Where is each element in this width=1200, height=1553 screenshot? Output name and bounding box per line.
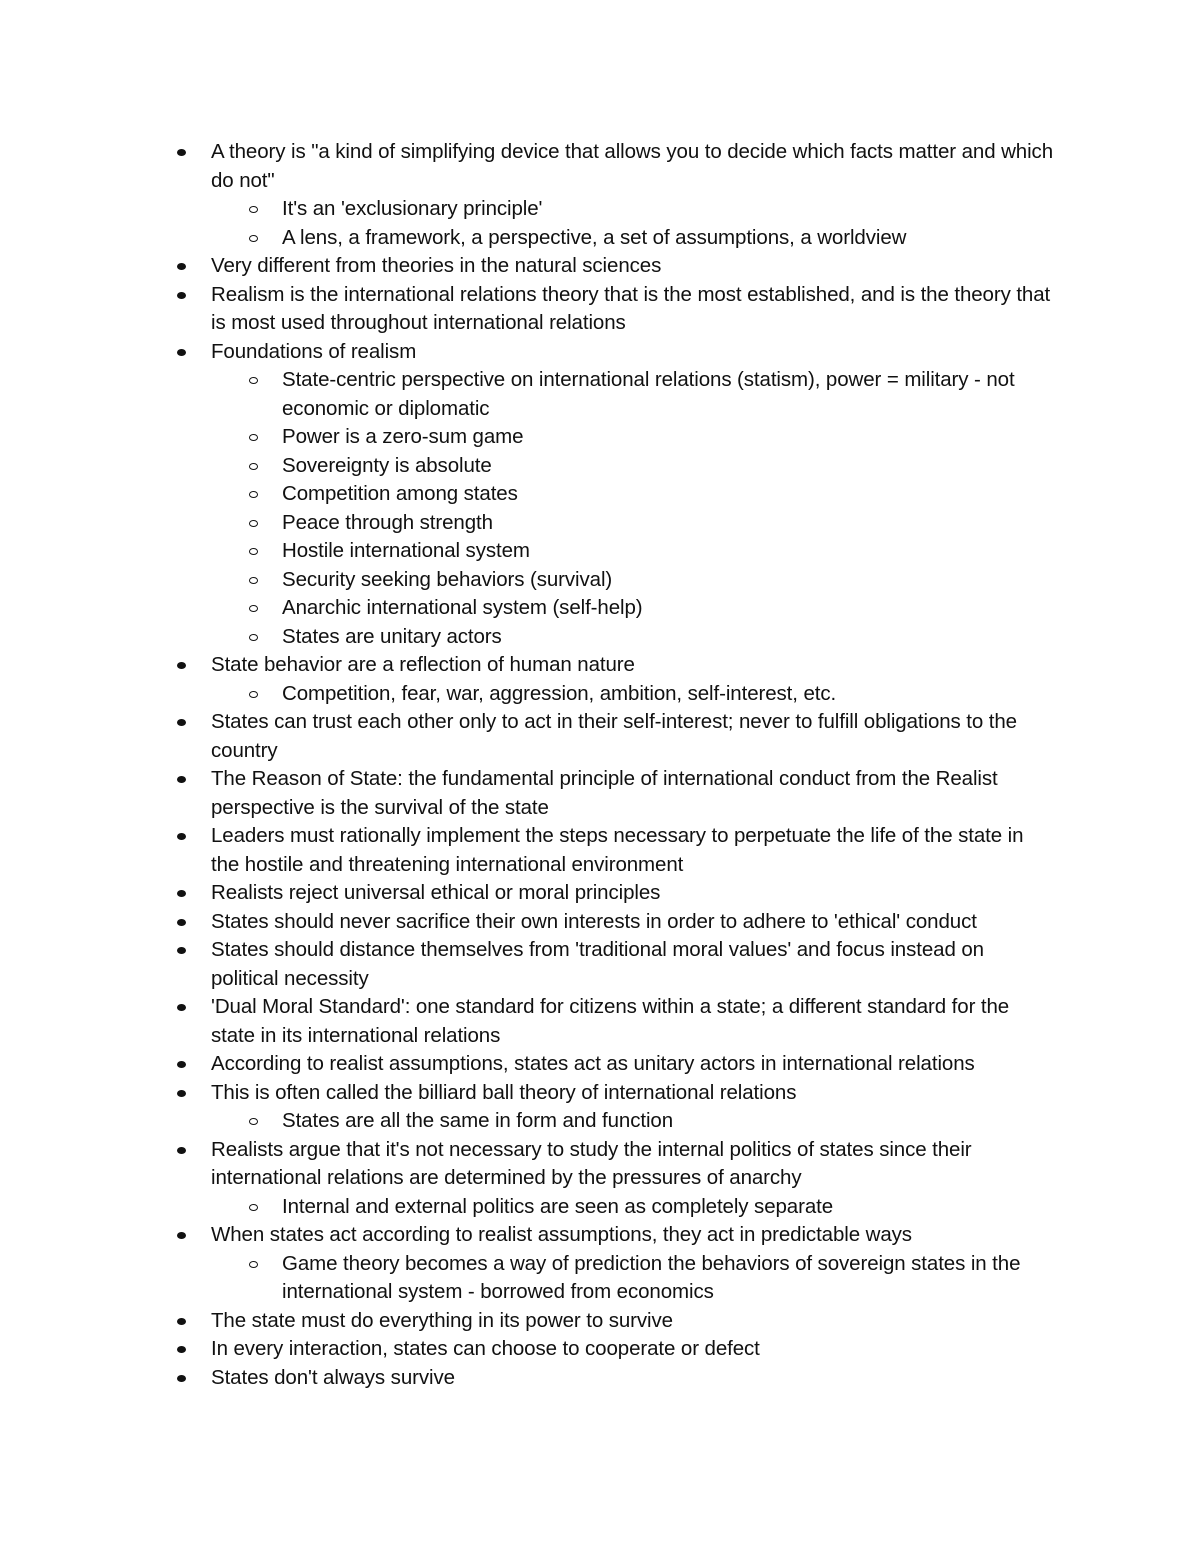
list-item [0,252,1056,281]
list-item-text: State behavior are a reflection of human nature [211,653,635,676]
list-item-text: Anarchic international system (self-help) [282,596,643,619]
filled-bullet-icon [177,890,186,897]
hollow-bullet-icon [249,691,258,698]
hollow-bullet-icon [249,605,258,612]
list-item [0,281,1056,338]
list-item-text: Leaders must rationally implement the steps necessary to perpetuate the life of the state in the hostile and threatening international environment [211,824,1024,876]
list-item [0,822,1056,879]
list-item [0,680,1042,709]
filled-bullet-icon [177,292,186,299]
list-item-text: Sovereignty is absolute [282,453,492,477]
filled-bullet-icon [177,349,186,356]
list-item-text: Realists reject universal ethical or moral principles [211,881,661,904]
filled-bullet-icon [177,1061,186,1068]
filled-bullet-icon [177,1318,186,1325]
list-item-text: The Reason of State: the fundamental principle of international conduct from the Realist perspective is the survival of the state [211,767,998,819]
bullet-list [0,138,1200,1392]
list-item-text: This is often called the billiard ball theory of international relations [211,1080,797,1104]
list-item [0,623,1042,652]
list-item-text: It's an 'exclusionary principle' [282,197,543,220]
list-item [0,1193,1042,1222]
list-item [0,452,1042,481]
list-item-text: States are all the same in form and function [282,1109,674,1132]
list-item-text: States can trust each other only to act in their self-interest; never to fulfill obligations to the country [211,710,1017,762]
list-item [0,879,1056,908]
filled-bullet-icon [177,1090,186,1097]
list-item-text: States don't always survive [211,1365,455,1389]
list-item [0,224,1042,253]
list-item [0,566,1042,595]
list-item [0,1250,1042,1307]
list-item [0,708,1056,765]
list-item [0,1221,1056,1250]
filled-bullet-icon [177,1147,186,1154]
filled-bullet-icon [177,776,186,783]
list-item [0,1079,1056,1108]
list-item-text: When states act according to realist assumptions, they act in predictable ways [211,1223,912,1246]
filled-bullet-icon [177,719,186,726]
list-item-text: The state must do everything in its power to survive [211,1308,673,1332]
filled-bullet-icon [177,263,186,270]
hollow-bullet-icon [249,377,258,384]
filled-bullet-icon [177,1346,186,1353]
list-item-text: Hostile international system [282,539,530,562]
list-item [0,936,1056,993]
list-item [0,480,1042,509]
list-item-text: States should distance themselves from 'traditional moral values' and focus instead on political necessity [211,938,984,990]
list-item [0,509,1042,538]
hollow-bullet-icon [249,548,258,555]
list-item-text: State-centric perspective on international relations (statism), power = military - not economic or diplomatic [282,368,1015,420]
list-item-text: Peace through strength [282,510,493,534]
list-item [0,537,1042,566]
list-item-text: A theory is "a kind of simplifying device that allows you to decide which facts matter and which do not" [211,140,1054,192]
list-item-text: Game theory becomes a way of prediction the behaviors of sovereign states in the international system - borrowed from economics [282,1251,1021,1303]
list-item-text: Foundations of realism [211,339,417,363]
filled-bullet-icon [177,833,186,840]
filled-bullet-icon [177,1232,186,1239]
list-item [0,908,1056,937]
list-item-text: Security seeking behaviors (survival) [282,567,613,591]
list-item [0,1364,1056,1393]
hollow-bullet-icon [249,206,258,213]
hollow-bullet-icon [249,1118,258,1125]
filled-bullet-icon [177,662,186,669]
list-item-text: According to realist assumptions, states act as unitary actors in international relations [211,1052,975,1075]
list-item-text: Power is a zero-sum game [282,425,524,448]
list-item [0,1136,1056,1193]
hollow-bullet-icon [249,634,258,641]
list-item [0,423,1042,452]
hollow-bullet-icon [249,1204,258,1211]
list-item [0,195,1042,224]
list-item [0,594,1042,623]
list-item [0,1050,1056,1079]
list-item-text: States should never sacrifice their own interests in order to adhere to 'ethical' conduct [211,909,977,933]
list-item [0,1335,1056,1364]
list-item [0,1307,1056,1336]
hollow-bullet-icon [249,1261,258,1268]
filled-bullet-icon [177,1004,186,1011]
list-item [0,1107,1042,1136]
list-item-text: Realists argue that it's not necessary to study the internal politics of states since their international relations are determined by the pressures of anarchy [211,1137,972,1189]
list-item [0,765,1056,822]
list-item-text: Realism is the international relations theory that is the most established, and is the theory that is most used throughout international relations [211,282,1051,334]
list-item-text: Competition, fear, war, aggression, ambition, self-interest, etc. [282,681,837,705]
list-item-text: Internal and external politics are seen as completely separate [282,1194,834,1218]
list-item-text: States are unitary actors [282,624,502,648]
list-item [0,993,1056,1050]
hollow-bullet-icon [249,235,258,242]
hollow-bullet-icon [249,520,258,527]
hollow-bullet-icon [249,577,258,584]
list-item [0,138,1056,195]
list-item [0,366,1042,423]
list-item-text: 'Dual Moral Standard': one standard for citizens within a state; a different standard for the state in its international relations [211,995,1010,1047]
list-item-text: Competition among states [282,482,518,505]
filled-bullet-icon [177,947,186,954]
hollow-bullet-icon [249,434,258,441]
filled-bullet-icon [177,919,186,926]
list-item-text: In every interaction, states can choose to cooperate or defect [211,1337,760,1360]
list-item [0,338,1056,367]
list-item-text: A lens, a framework, a perspective, a set of assumptions, a worldview [282,225,907,249]
hollow-bullet-icon [249,463,258,470]
list-item [0,651,1056,680]
list-item-text: Very different from theories in the natural sciences [211,254,662,277]
hollow-bullet-icon [249,491,258,498]
filled-bullet-icon [177,149,186,156]
filled-bullet-icon [177,1375,186,1382]
